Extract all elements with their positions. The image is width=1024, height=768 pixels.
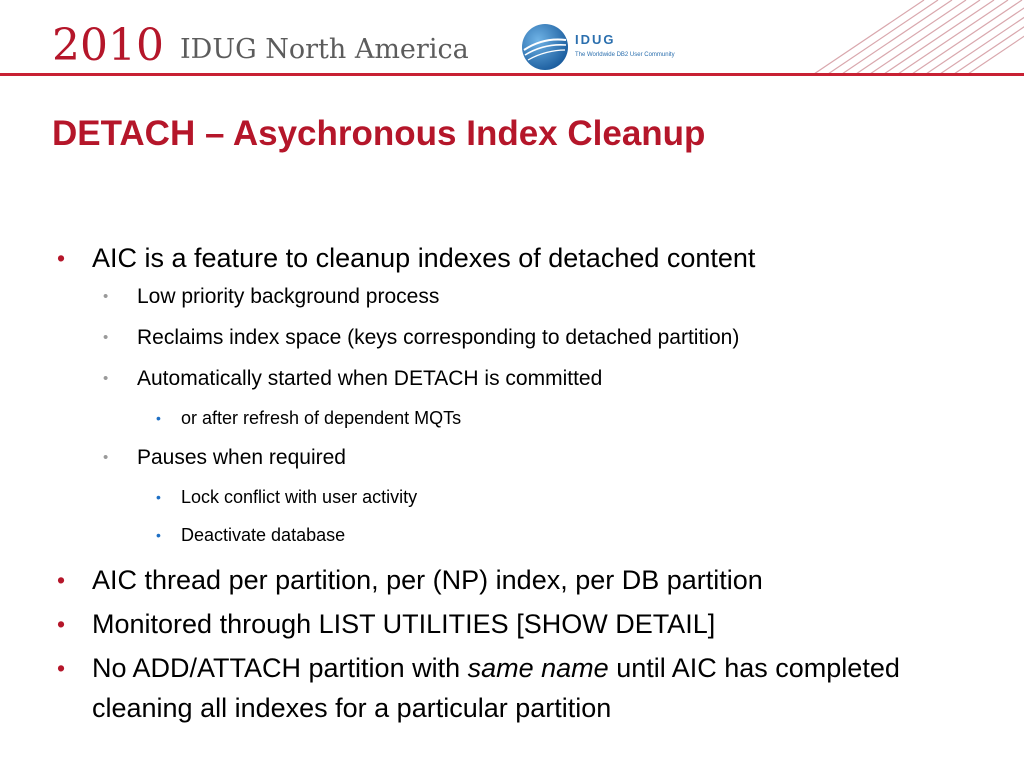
bullet-level1: • AIC is a feature to cleanup indexes of detached content: [55, 238, 985, 278]
logo-wordmark: IDUG: [575, 32, 616, 47]
slide-title: DETACH – Asychronous Index Cleanup: [52, 114, 706, 153]
bullet-level2: • Pauses when required: [55, 443, 985, 473]
header-year: 2010: [52, 20, 164, 71]
bullet-dot-icon: •: [103, 370, 109, 387]
bullet-level3: • Lock conflict with user activity: [55, 484, 985, 510]
header-event-title: IDUG North America: [180, 34, 469, 65]
header-divider: [0, 73, 1024, 76]
globe-icon: [520, 22, 570, 72]
bullet-level2: • Low priority background process: [55, 282, 985, 312]
bullet-dot-icon: •: [57, 611, 66, 637]
bullet-dot-icon: •: [156, 489, 161, 505]
bullet-dot-icon: •: [103, 449, 109, 466]
bullet-dot-icon: •: [156, 410, 161, 426]
bullet-level1: • AIC thread per partition, per (NP) index, per DB partition: [55, 560, 985, 600]
bullet-level3: • or after refresh of dependent MQTs: [55, 405, 985, 431]
header-stripes-decoration: [814, 0, 1024, 74]
emphasis-text: same name: [467, 653, 609, 683]
bullet-level1: • No ADD/ATTACH partition with same name until AIC has completed cleaning all indexes for a particular partition: [55, 648, 985, 728]
bullet-dot-icon: •: [57, 567, 66, 593]
bullet-level1: • Monitored through LIST UTILITIES [SHOW DETAIL]: [55, 604, 985, 644]
bullet-level2: • Automatically started when DETACH is committed: [55, 364, 985, 394]
bullet-dot-icon: •: [103, 329, 109, 346]
bullet-dot-icon: •: [57, 245, 66, 271]
bullet-dot-icon: •: [103, 288, 109, 305]
bullet-dot-icon: •: [57, 655, 66, 681]
bullet-level3: • Deactivate database: [55, 522, 985, 548]
bullet-dot-icon: •: [156, 527, 161, 543]
logo-tagline: The Worldwide DB2 User Community: [575, 52, 675, 58]
bullet-level2: • Reclaims index space (keys corresponding to detached partition): [55, 323, 985, 353]
idug-logo: [520, 22, 675, 72]
slide-body: [55, 238, 985, 732]
